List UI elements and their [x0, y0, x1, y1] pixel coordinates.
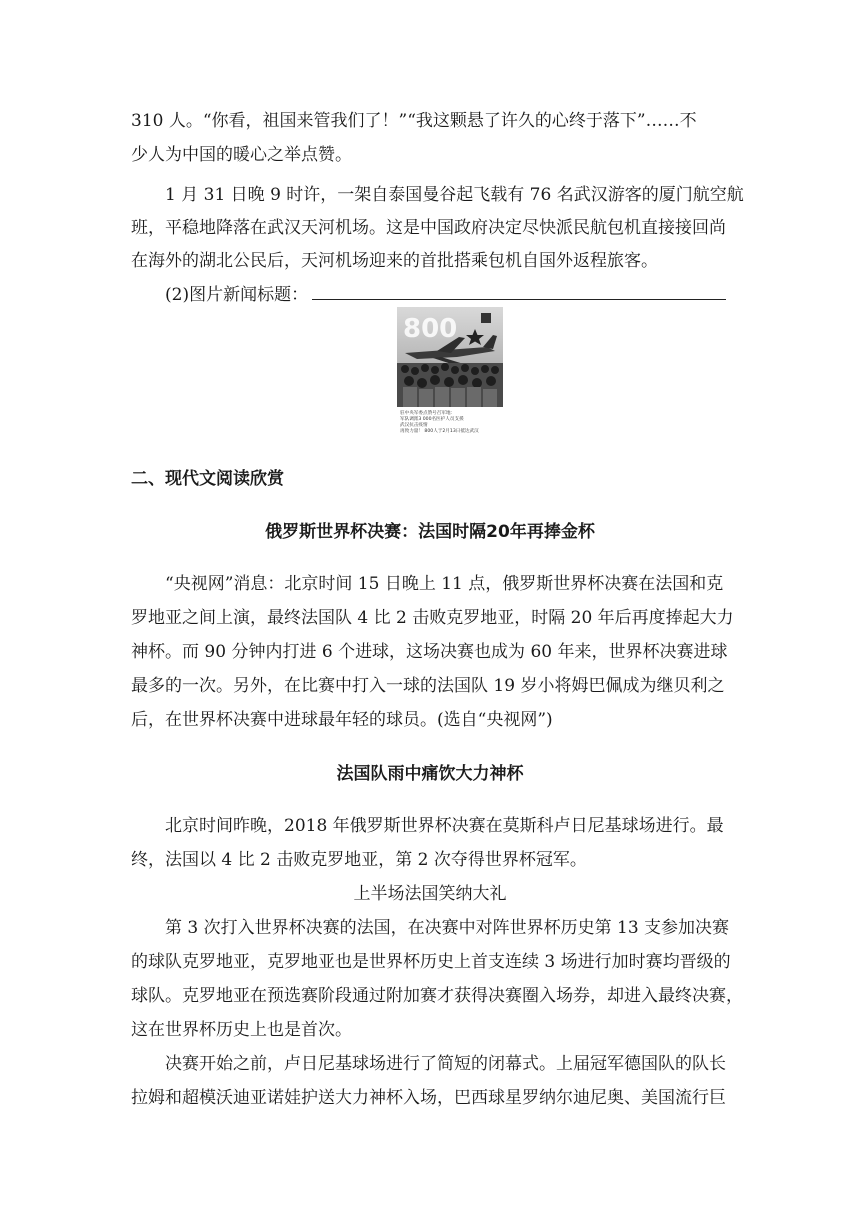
paragraph-line: 最多的一次。另外，在比赛中打入一球的法国队 19 岁小将姆巴佩成为继贝利之 — [131, 676, 725, 696]
paragraph-line: 球队。克罗地亚在预选赛阶段通过附加赛才获得决赛圈入场券，却进入最终决赛， — [131, 986, 743, 1006]
subheading: 上半场法国笑纳大礼 — [353, 884, 507, 904]
question-label: (2)图片新闻标题： — [165, 285, 309, 305]
paragraph-line: 终，法国以 4 比 2 击败克罗地亚，第 2 次夺得世界杯冠军。 — [131, 850, 587, 870]
paragraph-line: 神杯。而 90 分钟内打进 6 个进球，这场决赛也成为 60 年来，世界杯决赛进球 — [131, 642, 728, 662]
news-photo — [397, 307, 503, 443]
svg-text:800: 800 — [403, 314, 458, 344]
paragraph-line: 少人为中国的暖心之举点赞。 — [131, 145, 352, 165]
answer-blank[interactable] — [312, 281, 726, 300]
paragraph-line: 班，平稳地降落在武汉天河机场。这是中国政府决定尽快派民航包机直接接回尚 — [131, 218, 726, 238]
paragraph-line: 拉姆和超模沃迪亚诺娃护送大力神杯入场，巴西球星罗纳尔迪尼奥、美国流行巨 — [131, 1088, 726, 1108]
paragraph-line: 1 月 31 日晚 9 时许，一架自泰国曼谷起飞载有 76 名武汉游客的厦门航空航 — [165, 185, 744, 205]
paragraph-line: 310 人。“你看，祖国来管我们了！”“我这颗悬了许久的心终于落下”……不 — [131, 111, 697, 131]
photo-caption-line: 再致力量！ 800人于2月13日抵达武汉 — [400, 429, 479, 434]
photo-caption — [400, 411, 502, 435]
paragraph-line: 罗地亚之间上演，最终法国队 4 比 2 击败克罗地亚，时隔 20 年后再度捧起大力 — [131, 608, 734, 628]
article-title: 俄罗斯世界杯决赛：法国时隔20年再捧金杯 — [265, 522, 595, 542]
photo-caption-line: 武汉抗击疫情 — [400, 423, 428, 428]
paragraph-line: “央视网”消息：北京时间 15 日晚上 11 点，俄罗斯世界杯决赛在法国和克 — [165, 574, 724, 594]
photo-caption-line: 军队调派3 000名医护人员支援 — [400, 417, 464, 422]
paragraph-line: 北京时间昨晚，2018 年俄罗斯世界杯决赛在莫斯科卢日尼基球场进行。最 — [165, 816, 724, 836]
photo-caption-line: 驻中央军委点赞号召军地： — [400, 411, 456, 416]
section-heading: 二、现代文阅读欣赏 — [131, 469, 284, 489]
paragraph-line: 在海外的湖北公民后，天河机场迎来的首批搭乘包机自国外返程旅客。 — [131, 251, 658, 271]
paragraph-line: 这在世界杯历史上也是首次。 — [131, 1020, 352, 1040]
paragraph-line: 决赛开始之前，卢日尼基球场进行了简短的闭幕式。上届冠军德国队的队长 — [165, 1054, 726, 1074]
paragraph-line: 的球队克罗地亚，克罗地亚也是世界杯历史上首支连续 3 场进行加时赛均晋级的 — [131, 952, 731, 972]
paragraph-line: 后，在世界杯决赛中进球最年轻的球员。(选自“央视网”) — [131, 710, 553, 730]
paragraph-line: 第 3 次打入世界杯决赛的法国，在决赛中对阵世界杯历史第 13 支参加决赛 — [165, 918, 730, 938]
article-title: 法国队雨中痛饮大力神杯 — [336, 764, 524, 784]
